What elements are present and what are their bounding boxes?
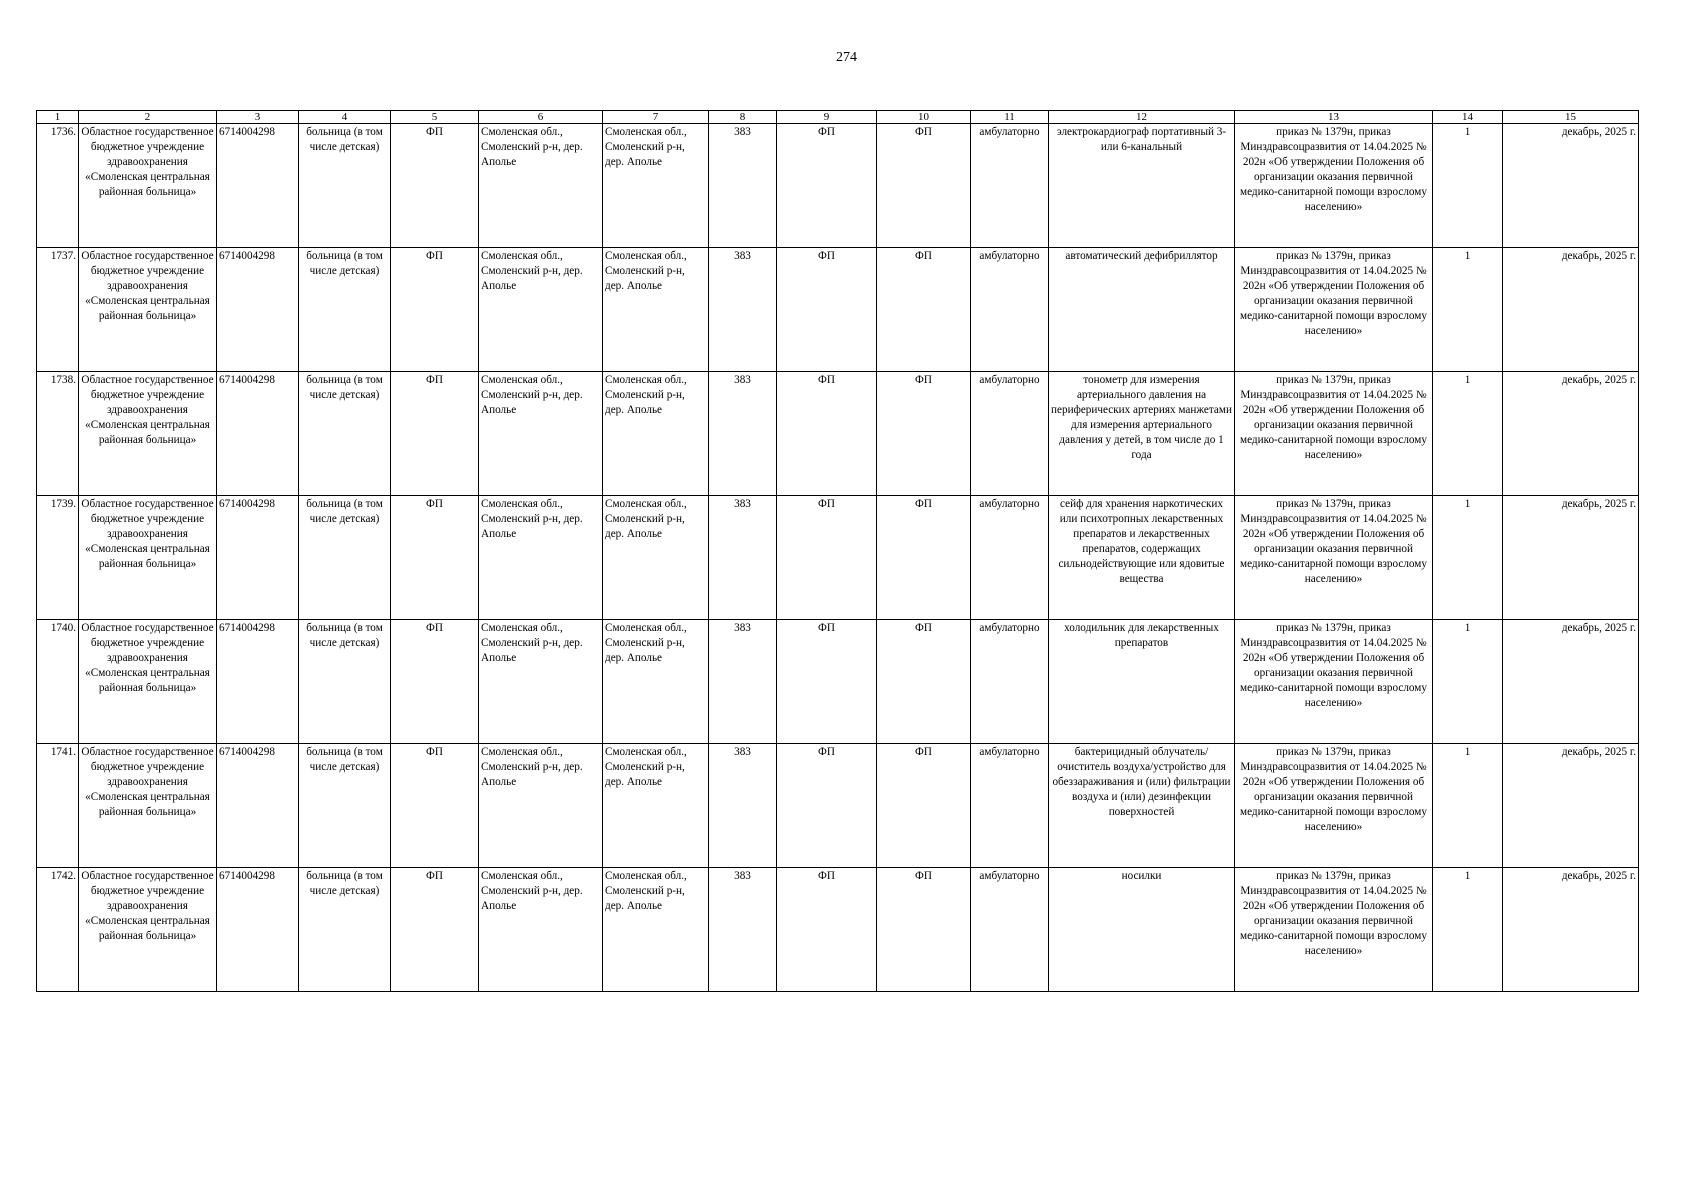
address-cell: Смоленская обл., Смоленский р-н, дер. Аполье [479, 496, 603, 620]
unit-type: ФП [391, 868, 479, 992]
code-cell: 383 [709, 744, 777, 868]
unit-type: ФП [391, 496, 479, 620]
equipment-name: бактерицидный облучатель/очиститель воздуха/устройство для обеззараживания и (или) фильтрации воздуха и (или) дезинфекции поверхностей [1049, 744, 1235, 868]
inn-cell: 6714004298 [217, 248, 299, 372]
regulation-order: приказ № 1379н, приказ Минздравсоцразвития от 14.04.2025 № 202н «Об утверждении Положения об организации оказания первичной медико-санитарной помощи взрослому населению» [1235, 868, 1433, 992]
code-cell: 383 [709, 124, 777, 248]
regulation-order: приказ № 1379н, приказ Минздравсоцразвития от 14.04.2025 № 202н «Об утверждении Положения об организации оказания первичной медико-санитарной помощи взрослому населению» [1235, 496, 1433, 620]
address-cell: Смоленская обл., Смоленский р-н, дер. Аполье [479, 248, 603, 372]
code-cell: 383 [709, 620, 777, 744]
address-cell: Смоленская обл., Смоленский р-н, дер. Аполье [603, 248, 709, 372]
care-mode: амбулаторно [971, 248, 1049, 372]
unit-cell: ФП [877, 496, 971, 620]
row-number: 1738. [37, 372, 79, 496]
inn-cell: 6714004298 [217, 372, 299, 496]
care-mode: амбулаторно [971, 124, 1049, 248]
quantity-cell: 1 [1433, 496, 1503, 620]
unit-cell: ФП [877, 372, 971, 496]
delivery-date: декабрь, 2025 г. [1503, 248, 1639, 372]
header-cell: 2 [79, 111, 217, 124]
unit-cell: ФП [777, 248, 877, 372]
facility-type: больница (в том числе детская) [299, 496, 391, 620]
delivery-date: декабрь, 2025 г. [1503, 868, 1639, 992]
column-number-header [37, 111, 1639, 124]
unit-type: ФП [391, 620, 479, 744]
table-row [37, 372, 1639, 496]
organization-name: Областное государственное бюджетное учреждение здравоохранения «Смоленская центральная районная больница» [79, 744, 217, 868]
unit-cell: ФП [777, 496, 877, 620]
unit-cell: ФП [877, 620, 971, 744]
regulation-order: приказ № 1379н, приказ Минздравсоцразвития от 14.04.2025 № 202н «Об утверждении Положения об организации оказания первичной медико-санитарной помощи взрослому населению» [1235, 372, 1433, 496]
care-mode: амбулаторно [971, 868, 1049, 992]
table-row [37, 620, 1639, 744]
delivery-date: декабрь, 2025 г. [1503, 124, 1639, 248]
care-mode: амбулаторно [971, 372, 1049, 496]
unit-cell: ФП [877, 124, 971, 248]
facility-type: больница (в том числе детская) [299, 124, 391, 248]
equipment-name: автоматический дефибриллятор [1049, 248, 1235, 372]
header-cell: 3 [217, 111, 299, 124]
header-cell: 14 [1433, 111, 1503, 124]
code-cell: 383 [709, 248, 777, 372]
inn-cell: 6714004298 [217, 124, 299, 248]
care-mode: амбулаторно [971, 496, 1049, 620]
header-cell: 1 [37, 111, 79, 124]
care-mode: амбулаторно [971, 620, 1049, 744]
organization-name: Областное государственное бюджетное учреждение здравоохранения «Смоленская центральная районная больница» [79, 124, 217, 248]
address-cell: Смоленская обл., Смоленский р-н, дер. Аполье [603, 620, 709, 744]
table-row [37, 124, 1639, 248]
equipment-name: электрокардиограф портативный 3- или 6-канальный [1049, 124, 1235, 248]
organization-name: Областное государственное бюджетное учреждение здравоохранения «Смоленская центральная районная больница» [79, 868, 217, 992]
table-row [37, 744, 1639, 868]
row-number: 1737. [37, 248, 79, 372]
inn-cell: 6714004298 [217, 868, 299, 992]
unit-type: ФП [391, 744, 479, 868]
delivery-date: декабрь, 2025 г. [1503, 496, 1639, 620]
organization-name: Областное государственное бюджетное учреждение здравоохранения «Смоленская центральная районная больница» [79, 372, 217, 496]
header-cell: 11 [971, 111, 1049, 124]
delivery-date: декабрь, 2025 г. [1503, 372, 1639, 496]
facility-type: больница (в том числе детская) [299, 620, 391, 744]
unit-cell: ФП [777, 620, 877, 744]
regulation-order: приказ № 1379н, приказ Минздравсоцразвития от 14.04.2025 № 202н «Об утверждении Положения об организации оказания первичной медико-санитарной помощи взрослому населению» [1235, 744, 1433, 868]
address-cell: Смоленская обл., Смоленский р-н, дер. Аполье [479, 620, 603, 744]
equipment-table [36, 110, 1639, 992]
organization-name: Областное государственное бюджетное учреждение здравоохранения «Смоленская центральная районная больница» [79, 248, 217, 372]
facility-type: больница (в том числе детская) [299, 744, 391, 868]
facility-type: больница (в том числе детская) [299, 248, 391, 372]
address-cell: Смоленская обл., Смоленский р-н, дер. Аполье [603, 372, 709, 496]
address-cell: Смоленская обл., Смоленский р-н, дер. Аполье [603, 124, 709, 248]
header-cell: 9 [777, 111, 877, 124]
header-cell: 13 [1235, 111, 1433, 124]
header-cell: 4 [299, 111, 391, 124]
quantity-cell: 1 [1433, 744, 1503, 868]
care-mode: амбулаторно [971, 744, 1049, 868]
row-number: 1740. [37, 620, 79, 744]
regulation-order: приказ № 1379н, приказ Минздравсоцразвития от 14.04.2025 № 202н «Об утверждении Положения об организации оказания первичной медико-санитарной помощи взрослому населению» [1235, 124, 1433, 248]
row-number: 1739. [37, 496, 79, 620]
organization-name: Областное государственное бюджетное учреждение здравоохранения «Смоленская центральная районная больница» [79, 620, 217, 744]
unit-cell: ФП [777, 744, 877, 868]
unit-cell: ФП [877, 744, 971, 868]
quantity-cell: 1 [1433, 868, 1503, 992]
address-cell: Смоленская обл., Смоленский р-н, дер. Аполье [603, 744, 709, 868]
inn-cell: 6714004298 [217, 744, 299, 868]
table-row [37, 248, 1639, 372]
address-cell: Смоленская обл., Смоленский р-н, дер. Аполье [479, 744, 603, 868]
quantity-cell: 1 [1433, 248, 1503, 372]
code-cell: 383 [709, 496, 777, 620]
header-cell: 15 [1503, 111, 1639, 124]
equipment-name: тонометр для измерения артериального давления на периферических артериях манжетами для измерения артериального давления у детей, в том числе до 1 года [1049, 372, 1235, 496]
facility-type: больница (в том числе детская) [299, 372, 391, 496]
equipment-name: холодильник для лекарственных препаратов [1049, 620, 1235, 744]
unit-type: ФП [391, 124, 479, 248]
regulation-order: приказ № 1379н, приказ Минздравсоцразвития от 14.04.2025 № 202н «Об утверждении Положения об организации оказания первичной медико-санитарной помощи взрослому населению» [1235, 620, 1433, 744]
delivery-date: декабрь, 2025 г. [1503, 744, 1639, 868]
header-cell: 12 [1049, 111, 1235, 124]
quantity-cell: 1 [1433, 124, 1503, 248]
facility-type: больница (в том числе детская) [299, 868, 391, 992]
header-cell: 6 [479, 111, 603, 124]
header-cell: 8 [709, 111, 777, 124]
row-number: 1742. [37, 868, 79, 992]
header-cell: 10 [877, 111, 971, 124]
quantity-cell: 1 [1433, 620, 1503, 744]
address-cell: Смоленская обл., Смоленский р-н, дер. Аполье [603, 496, 709, 620]
equipment-name: сейф для хранения наркотических или психотропных лекарственных препаратов и лекарственных препаратов, содержащих сильнодействующие или ядовитые вещества [1049, 496, 1235, 620]
code-cell: 383 [709, 372, 777, 496]
unit-type: ФП [391, 372, 479, 496]
header-cell: 5 [391, 111, 479, 124]
inn-cell: 6714004298 [217, 496, 299, 620]
address-cell: Смоленская обл., Смоленский р-н, дер. Аполье [479, 868, 603, 992]
header-cell: 7 [603, 111, 709, 124]
organization-name: Областное государственное бюджетное учреждение здравоохранения «Смоленская центральная районная больница» [79, 496, 217, 620]
code-cell: 383 [709, 868, 777, 992]
table-row [37, 868, 1639, 992]
address-cell: Смоленская обл., Смоленский р-н, дер. Аполье [603, 868, 709, 992]
unit-cell: ФП [877, 868, 971, 992]
row-number: 1736. [37, 124, 79, 248]
quantity-cell: 1 [1433, 372, 1503, 496]
unit-cell: ФП [777, 124, 877, 248]
unit-cell: ФП [877, 248, 971, 372]
address-cell: Смоленская обл., Смоленский р-н, дер. Аполье [479, 372, 603, 496]
delivery-date: декабрь, 2025 г. [1503, 620, 1639, 744]
table-row [37, 496, 1639, 620]
row-number: 1741. [37, 744, 79, 868]
regulation-order: приказ № 1379н, приказ Минздравсоцразвития от 14.04.2025 № 202н «Об утверждении Положения об организации оказания первичной медико-санитарной помощи взрослому населению» [1235, 248, 1433, 372]
unit-cell: ФП [777, 372, 877, 496]
unit-type: ФП [391, 248, 479, 372]
equipment-name: носилки [1049, 868, 1235, 992]
inn-cell: 6714004298 [217, 620, 299, 744]
unit-cell: ФП [777, 868, 877, 992]
address-cell: Смоленская обл., Смоленский р-н, дер. Аполье [479, 124, 603, 248]
page-number: 274 [836, 50, 857, 65]
